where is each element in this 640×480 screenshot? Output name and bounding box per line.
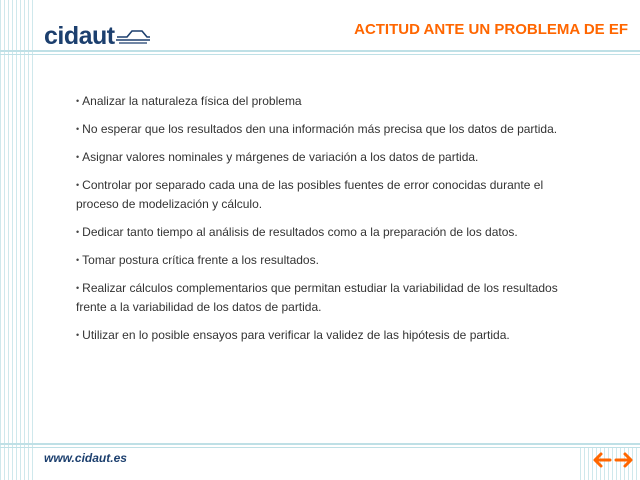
header-divider-thin [0,54,640,55]
previous-slide-button[interactable] [592,451,612,469]
list-item: • Controlar por separado cada una de las posibles fuentes de error conocidas durante el proceso de modelización y cálculo. [76,178,544,211]
bullet-icon: • [76,180,80,190]
list-item: • Realizar cálculos complementarios que permitan estudiar la variabilidad de los resultados frente a la variabilidad de los datos de partida. [76,281,558,314]
bullet-icon: • [76,330,80,340]
list-item: • No esperar que los resultados den una información más precisa que los datos de partida. [76,122,558,136]
header-divider [0,50,640,52]
slide-title: ACTITUD ANTE UN PROBLEMA DE EF [354,21,628,38]
list-item: • Asignar valores nominales y márgenes de variación a los datos de partida. [76,150,479,164]
bullet-icon: • [76,283,80,293]
list-item: • Tomar postura crítica frente a los resultados. [76,253,319,267]
footer-divider [0,443,640,445]
bullet-icon: • [76,124,80,134]
list-item: • Analizar la naturaleza física del problema [76,94,302,108]
arrow-left-icon [592,451,612,469]
website-link[interactable]: www.cidaut.es [44,451,127,465]
bullet-icon: • [76,227,80,237]
bullet-list [76,92,576,354]
car-logo-icon [115,28,151,46]
slide-header [0,0,640,52]
list-item: • Dedicar tanto tiempo al análisis de resultados como a la preparación de los datos. [76,225,518,239]
cidaut-logo: cidaut [44,22,115,50]
bullet-icon: • [76,96,80,106]
list-item: • Utilizar en lo posible ensayos para verificar la validez de las hipótesis de partida. [76,328,510,342]
bullet-icon: • [76,152,80,162]
footer-divider-thin [0,447,640,448]
left-stripe-decoration [0,0,34,480]
arrow-right-icon [614,451,634,469]
bullet-icon: • [76,255,80,265]
next-slide-button[interactable] [614,451,634,469]
